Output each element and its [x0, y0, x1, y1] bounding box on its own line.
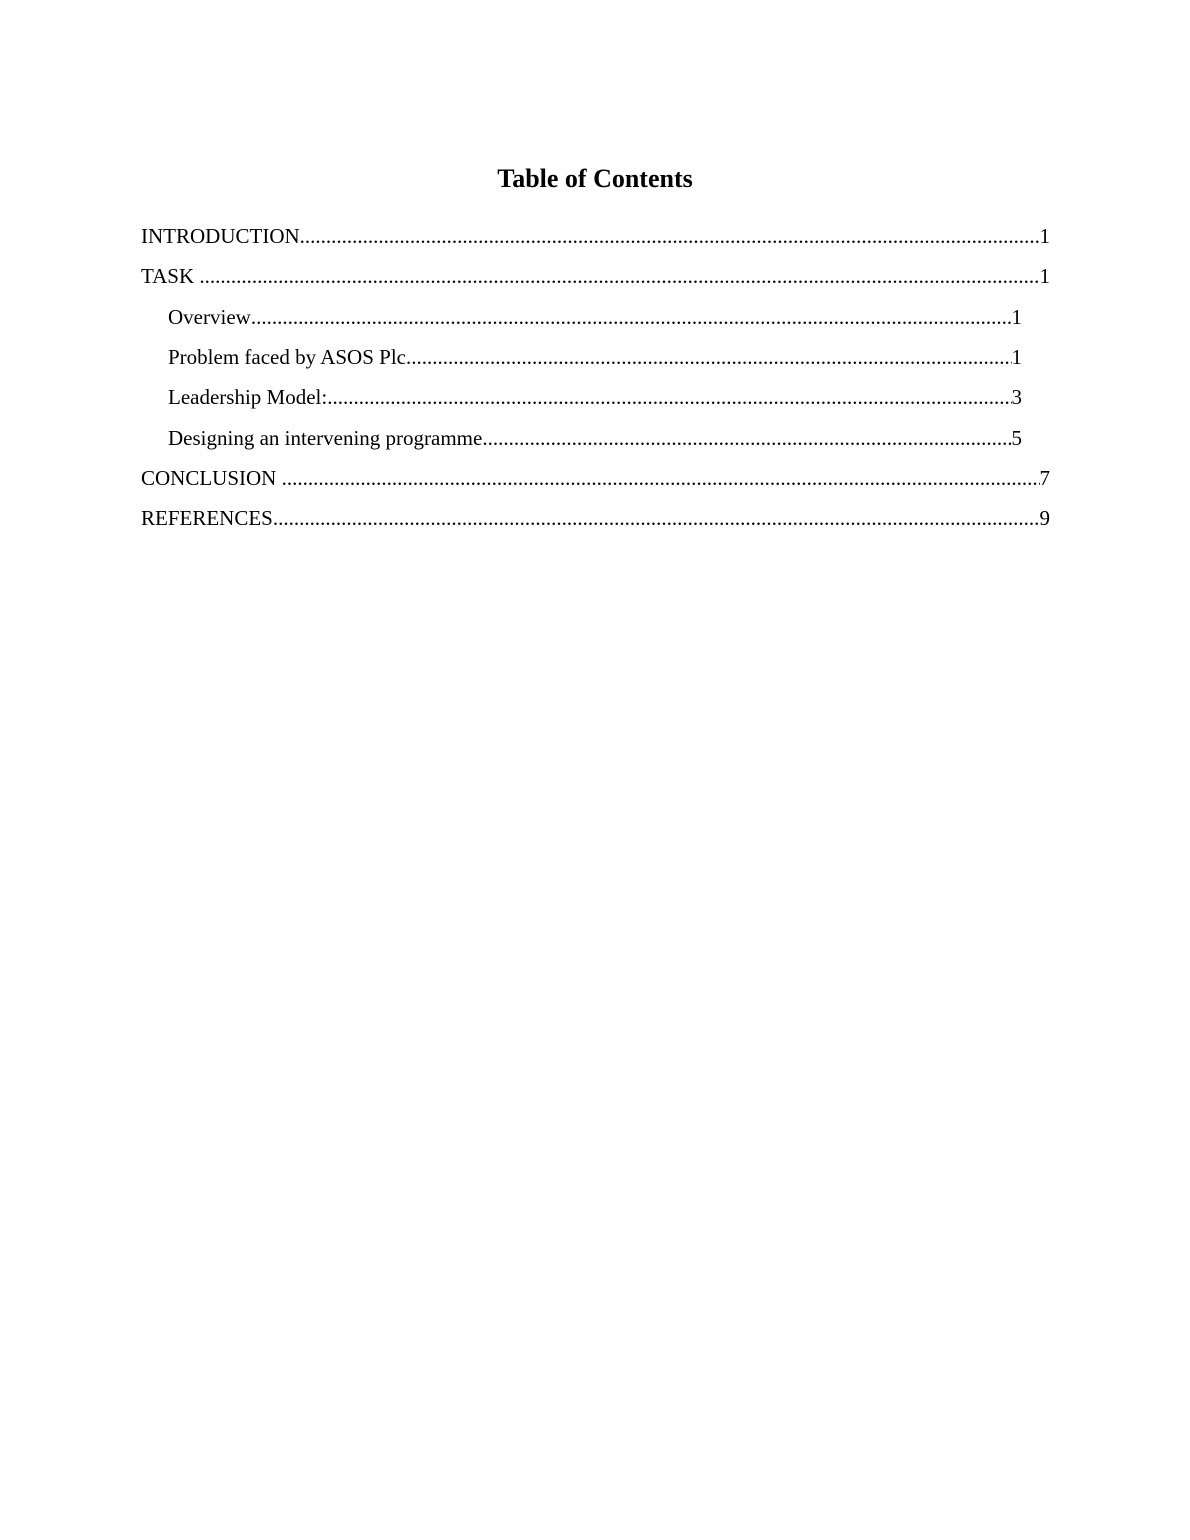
toc-entry-page: 3 [1011, 385, 1022, 409]
toc-dot-leader [199, 263, 1039, 289]
toc-dot-leader [300, 223, 1040, 249]
toc-entry-conclusion[interactable] [141, 465, 1050, 491]
toc-dot-leader [482, 425, 1011, 451]
toc-entry-label: TASK [141, 264, 200, 288]
toc-dot-leader [406, 344, 1012, 370]
toc-dot-leader [327, 384, 1011, 410]
toc-entry-leadership-model[interactable] [168, 384, 1022, 410]
toc-entry-label: Overview [168, 305, 251, 329]
toc-dot-leader [251, 304, 1012, 330]
toc-entry-label: REFERENCES [141, 506, 273, 530]
toc-entry-overview[interactable] [168, 304, 1022, 330]
toc-entry-designing-programme[interactable] [168, 425, 1022, 451]
toc-entry-page: 1 [1039, 264, 1050, 288]
toc-entry-task[interactable] [141, 263, 1050, 289]
toc-dot-leader [273, 505, 1040, 531]
toc-entry-page: 1 [1011, 345, 1022, 369]
toc-entry-problem-faced[interactable] [168, 344, 1022, 370]
toc-entry-introduction[interactable] [141, 223, 1050, 249]
toc-entry-label: Leadership Model: [168, 385, 328, 409]
toc-entry-label: Designing an intervening programme [168, 426, 483, 450]
toc-entry-page: 5 [1011, 426, 1022, 450]
toc-entry-page: 7 [1039, 466, 1050, 490]
toc-dot-leader [282, 465, 1040, 491]
toc-entry-page: 9 [1039, 506, 1050, 530]
toc-entry-page: 1 [1011, 305, 1022, 329]
toc-entry-page: 1 [1039, 224, 1050, 248]
toc-title: Table of Contents [497, 164, 693, 193]
toc-entry-label: INTRODUCTION [141, 224, 300, 248]
toc-entry-label: CONCLUSION [141, 466, 282, 490]
toc-entry-references[interactable] [141, 505, 1050, 531]
toc-entry-label: Problem faced by ASOS Plc [168, 345, 406, 369]
